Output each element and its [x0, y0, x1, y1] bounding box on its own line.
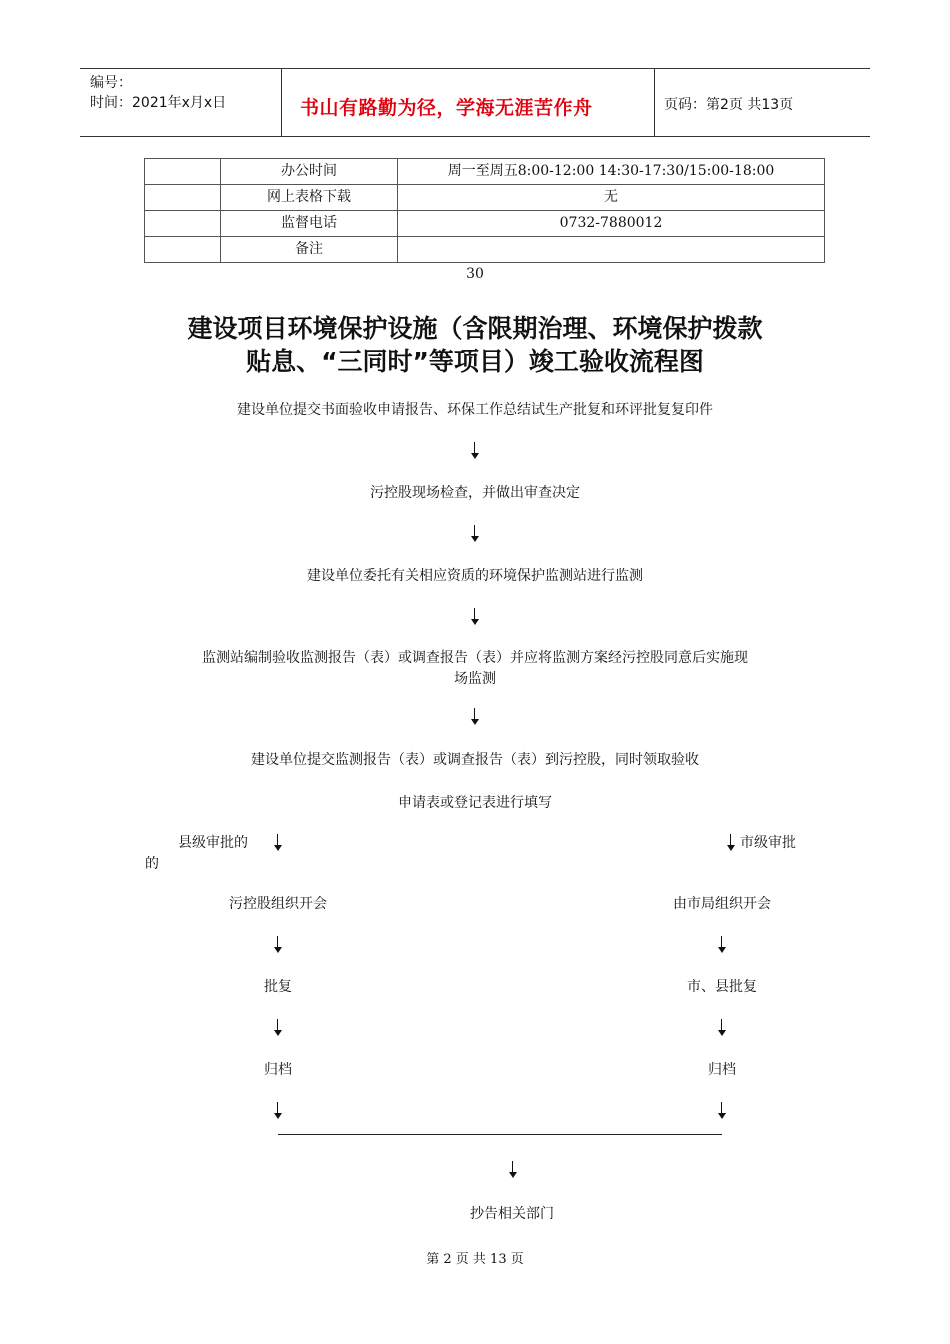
down-arrow-icon [470, 525, 480, 543]
header-divider-left [281, 68, 282, 136]
header-top-rule [80, 68, 870, 69]
header-time-label: 时间：2021年x月x日 [90, 95, 227, 111]
flow-step-1: 建设单位提交书面验收申请报告、环保工作总结试生产批复和环评批复复印件 [237, 402, 713, 418]
left-meeting: 污控股组织开会 [229, 896, 327, 912]
down-arrow-icon [508, 1161, 518, 1179]
flow-final: 抄告相关部门 [470, 1206, 554, 1222]
down-arrow-icon [273, 834, 283, 852]
down-arrow-icon [273, 1019, 283, 1037]
down-arrow-icon [717, 1019, 727, 1037]
flow-step-4-line2: 场监测 [454, 671, 496, 687]
table-value: 0732-7880012 [398, 211, 825, 237]
header-motto: 书山有路勤为径，学海无涯苦作舟 [300, 97, 593, 119]
county-branch-label: 县级审批的 [178, 835, 248, 851]
down-arrow-icon [470, 442, 480, 460]
table-row [145, 159, 825, 185]
table-row [145, 211, 825, 237]
header-divider-right [654, 68, 655, 136]
down-arrow-icon [717, 1102, 727, 1120]
down-arrow-icon [273, 1102, 283, 1120]
flow-step-5-line1: 建设单位提交监测报告（表）或调查报告（表）到污控股，同时领取验收 [251, 752, 699, 768]
flow-step-2: 污控股现场检查，并做出审查决定 [370, 485, 580, 501]
county-branch-label-wrap: 的 [145, 856, 159, 872]
page-number-30: 30 [466, 266, 484, 282]
header-bottom-rule [80, 136, 870, 137]
down-arrow-icon [273, 936, 283, 954]
table-label: 监督电话 [221, 211, 398, 237]
table-label: 网上表格下载 [221, 185, 398, 211]
info-table [144, 158, 825, 263]
page-footer: 第 2 页 共 13 页 [426, 1252, 524, 1267]
right-archive: 归档 [708, 1062, 736, 1078]
header-page-label: 页码：第2页 共13页 [664, 97, 794, 113]
table-row [145, 185, 825, 211]
right-approve: 市、县批复 [687, 979, 757, 995]
down-arrow-icon [470, 708, 480, 726]
merge-line [278, 1134, 722, 1135]
city-branch-label: 市级审批 [740, 835, 796, 851]
table-value [398, 237, 825, 263]
table-label: 备注 [221, 237, 398, 263]
table-value: 无 [398, 185, 825, 211]
down-arrow-icon [717, 936, 727, 954]
flow-step-5-line2: 申请表或登记表进行填写 [398, 795, 552, 811]
flow-step-4-line1: 监测站编制验收监测报告（表）或调查报告（表）并应将监测方案经污控股同意后实施现 [202, 650, 748, 666]
down-arrow-icon [726, 834, 736, 852]
page-title-line2: 贴息、“三同时”等项目）竣工验收流程图 [246, 347, 704, 376]
header-number-label: 编号： [90, 75, 132, 91]
down-arrow-icon [470, 608, 480, 626]
table-label: 办公时间 [221, 159, 398, 185]
page-title-line1: 建设项目环境保护设施（含限期治理、环境保护拨款 [187, 314, 763, 343]
left-archive: 归档 [264, 1062, 292, 1078]
table-row [145, 237, 825, 263]
right-meeting: 由市局组织开会 [673, 896, 771, 912]
flow-step-3: 建设单位委托有关相应资质的环境保护监测站进行监测 [307, 568, 643, 584]
table-value: 周一至周五8:00-12:00 14:30-17:30/15:00-18:00 [398, 159, 825, 185]
left-approve: 批复 [264, 979, 292, 995]
